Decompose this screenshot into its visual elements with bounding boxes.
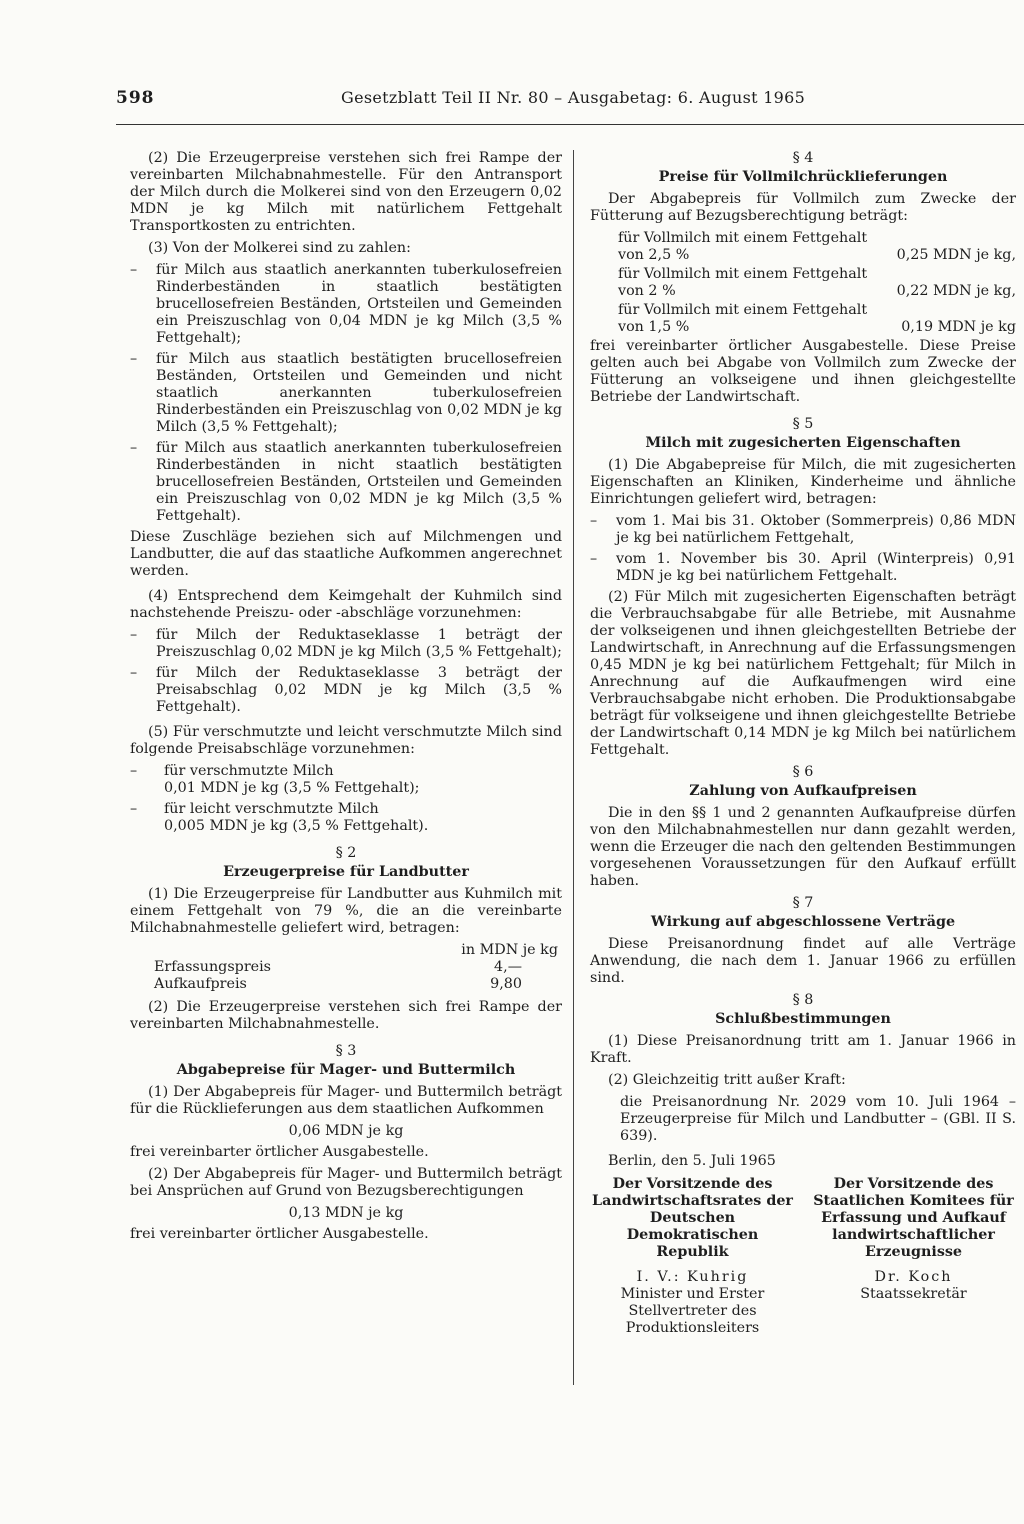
section-number: § 3 [335,1043,357,1059]
section-number: § 2 [335,845,357,861]
signature-right: Der Vorsitzende des Staatlichen Komitees für Erfassung und Aufkauf landwirtschaftlicher Erzeugnisse Dr. Koch Staatssekretär [811,1176,1016,1337]
page-header-title: Gesetzblatt Teil II Nr. 80 – Ausgabetag: 6. August 1965 [341,88,806,107]
list-item: – für Milch aus staatlich bestätigten brucellosefreien Beständen, Ortsteilen und Gemeinden und nicht staatlich anerkannten tuberkulosefreien Rinderbeständen ein Preiszuschlag von 0,02 MDN je kg Milch (3,5 % Fettgehalt); [130,351,562,435]
section-title: Erzeugerpreise für Landbutter [223,864,469,880]
column-divider [573,150,574,1385]
paragraph: (5) Für verschmutzte und leicht verschmutzte Milch sind folgende Preisabschläge vorzunehmen: [130,724,562,757]
list-item-value: 0,01 MDN je kg (3,5 % Fettgehalt); [164,780,420,796]
list-item: – für Milch der Reduktaseklasse 1 beträgt der Preiszuschlag 0,02 MDN je kg Milch (3,5 % Fettgehalt); [130,627,562,660]
section-title: Schlußbestimmungen [715,1011,891,1027]
section-title: Wirkung auf abgeschlossene Verträge [650,914,956,930]
paragraph: frei vereinbarter örtlicher Ausgabestelle. Diese Preise gelten auch bei Abgabe von Vollmilch zum Zwecke der Fütterung an volkseigene und ihnen gleichgestellte Betriebe der Landwirtschaft. [590,338,1016,405]
price-row: für Vollmilch mit einem Fettgehalt von 2,5 % 0,25 MDN je kg, [618,230,1016,263]
section-number: § 6 [792,764,814,780]
signature-block [590,1176,1016,1337]
paragraph: frei vereinbarter örtlicher Ausgabestelle. [130,1144,429,1160]
price-value: 0,13 MDN je kg [288,1205,404,1221]
paragraph: (1) Der Abgabepreis für Mager- und Buttermilch beträgt für die Rücklieferungen aus dem staatlichen Aufkommen [130,1084,562,1117]
section-number: § 5 [792,416,814,432]
section-number: § 8 [792,992,814,1008]
section-title: Zahlung von Aufkaufpreisen [689,783,917,799]
signature-left: Der Vorsitzende des Landwirtschaftsrates der Deutschen Demokratischen Republik I. V.: Kuhrig Minister und Erster Stellvertreter des Produktionsleiters [590,1176,795,1337]
price-row: Erfassungspreis 4,— [154,959,522,975]
header-rule [116,124,1024,125]
list-item: – vom 1. November bis 30. April (Winterpreis) 0,91 MDN je kg bei natürlichem Fettgehalt. [590,551,1016,584]
section-title: Abgabepreise für Mager- und Buttermilch [176,1062,516,1078]
right-column [590,150,1016,1337]
paragraph: frei vereinbarter örtlicher Ausgabestelle. [130,1226,429,1242]
paragraph: Diese Zuschläge beziehen sich auf Milchmengen und Landbutter, die auf das staatliche Aufkommen angerechnet werden. [130,529,562,579]
signatory-name: I. V.: Kuhrig [636,1269,749,1285]
price-row: für Vollmilch mit einem Fettgehalt von 1,5 % 0,19 MDN je kg [618,302,1016,335]
paragraph: (2) Für Milch mit zugesicherten Eigenschaften beträgt die Verbrauchsabgabe für alle Betriebe, mit Ausnahme der volkseigenen und ihnen gleichgestellten Betriebe der Landwirtschaft, in Anrechnung auf die Erfassungsmengen 0,45 MDN je kg bei natürlichem Fettgehalt; für Milch in Anrechnung auf die Aufkaufmengen wird eine Verbrauchsabgabe nicht erhoben. Die Produktionsabgabe beträgt für volkseigene und ihnen gleichgestellte Betriebe der Landwirtschaft 0,14 MDN je kg Milch bei natürlichem Fettgehalt. [590,589,1016,758]
section-number: § 4 [792,150,814,166]
paragraph: (2) Die Erzeugerpreise verstehen sich frei Rampe der vereinbarten Milchabnahmestelle. [130,999,562,1032]
page-header [116,86,1024,116]
list-item: – für verschmutzte Milch [130,763,334,779]
paragraph: (2) Die Erzeugerpreise verstehen sich frei Rampe der vereinbarten Milchabnahmestelle. Für den Antransport der Milch durch die Molkerei sind von den Erzeugern 0,02 MDN je kg Milch mit natürlichem Fettgehalt Transportkosten zu entrichten. [130,150,562,234]
signatory-role: Staatssekretär [860,1286,967,1302]
paragraph: (2) Gleichzeitig tritt außer Kraft: [608,1072,846,1088]
section-title: Milch mit zugesicherten Eigenschaften [645,435,961,451]
price-row: Aufkaufpreis 9,80 [154,976,522,992]
paragraph: (3) Von der Molkerei sind zu zahlen: [148,240,411,256]
place-date: Berlin, den 5. Juli 1965 [608,1153,776,1169]
list-item: – vom 1. Mai bis 31. Oktober (Sommerpreis) 0,86 MDN je kg bei natürlichem Fettgehalt, [590,513,1016,546]
section-number: § 7 [792,895,814,911]
paragraph: Diese Preisanordnung findet auf alle Verträge Anwendung, die nach dem 1. Januar 1966 zu erfüllen sind. [590,936,1016,986]
paragraph: die Preisanordnung Nr. 2029 vom 10. Juli 1964 – Erzeugerpreise für Milch und Landbutter – (GBl. II S. 639). [620,1094,1016,1144]
list-item: – für Milch aus staatlich anerkannten tuberkulosefreien Rinderbeständen in nicht staatlich bestätigten brucellosefreien Beständen, Ortsteilen und Gemeinden ein Preiszuschlag von 0,02 MDN je kg Milch (3,5 % Fettgehalt). [130,440,562,524]
section-title: Preise für Vollmilchrücklieferungen [658,169,948,185]
list-item: – für leicht verschmutzte Milch [130,801,379,817]
price-unit: in MDN je kg [461,942,558,958]
paragraph: Die in den §§ 1 und 2 genannten Aufkaufpreise dürfen von den Milchabnahmestellen nur dann gezahlt werden, wenn die Erzeuger die nach den geltenden Bestimmungen vorgesehenen Voraussetzungen für den Aufkauf erfüllt haben. [590,805,1016,889]
price-value: 0,06 MDN je kg [288,1123,404,1139]
paragraph: (1) Diese Preisanordnung tritt am 1. Januar 1966 in Kraft. [590,1033,1016,1066]
paragraph: (1) Die Erzeugerpreise für Landbutter aus Kuhmilch mit einem Fettgehalt von 79 %, die an die vereinbarte Milchabnahmestelle geliefert wird, betragen: [130,886,562,936]
signatory-name: Dr. Koch [874,1269,953,1285]
paragraph: (1) Die Abgabepreise für Milch, die mit zugesicherten Eigenschaften an Kliniken, Kinderheime und ähnliche Einrichtungen geliefert wird, betragen: [590,457,1016,507]
list-item: – für Milch aus staatlich anerkannten tuberkulosefreien Rinderbeständen in staatlich bestätigten brucellosefreien Beständen, Ortsteilen und Gemeinden ein Preiszuschlag von 0,04 MDN je kg Milch (3,5 % Fettgehalt); [130,262,562,346]
price-row: für Vollmilch mit einem Fettgehalt von 2 % 0,22 MDN je kg, [618,266,1016,299]
paragraph: Der Abgabepreis für Vollmilch zum Zwecke der Fütterung auf Bezugsberechtigung beträgt: [590,191,1016,224]
page-number: 598 [116,88,155,108]
list-item-value: 0,005 MDN je kg (3,5 % Fettgehalt). [164,818,429,834]
list-item: – für Milch der Reduktaseklasse 3 beträgt der Preisabschlag 0,02 MDN je kg Milch (3,5 % Fettgehalt). [130,665,562,715]
paragraph: (4) Entsprechend dem Keimgehalt der Kuhmilch sind nachstehende Preiszu- oder -abschläge vorzunehmen: [130,588,562,621]
left-column [130,150,562,1248]
signatory-role: Minister und Erster Stellvertreter des Produktionsleiters [620,1286,765,1336]
paragraph: (2) Der Abgabepreis für Mager- und Buttermilch beträgt bei Ansprüchen auf Grund von Bezugsberechtigungen [130,1166,562,1199]
